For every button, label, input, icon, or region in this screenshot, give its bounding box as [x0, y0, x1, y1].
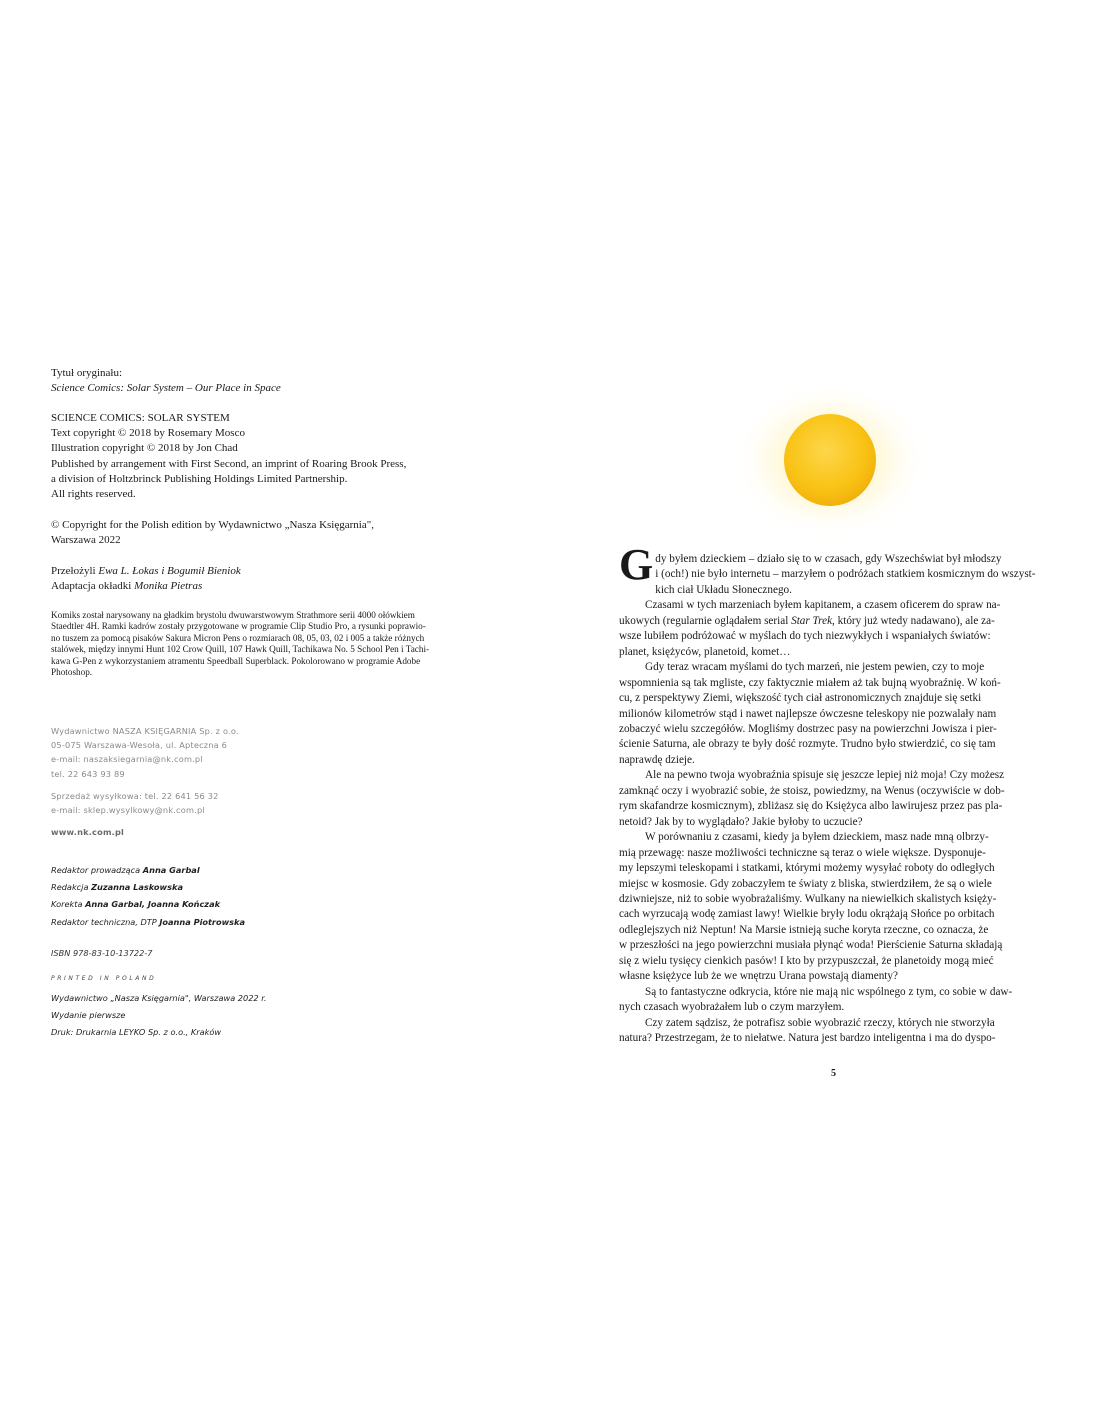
technique-note — [51, 610, 491, 678]
copyright-line: Text copyright © 2018 by Rosemary Mosco — [51, 427, 245, 440]
credit-line — [51, 896, 245, 913]
publisher-info — [51, 724, 239, 839]
edition-line: Wydawnictwo „Nasza Księgarnia", Warszawa 2022 r. — [51, 993, 267, 1003]
publisher-address: 05-075 Warszawa-Wesoła, ul. Apteczna 6 — [51, 740, 228, 751]
text-line — [619, 614, 1048, 629]
printed-in-text: PRINTED IN POLAND — [51, 975, 157, 982]
story-text — [619, 545, 1048, 1047]
text-line: naprawdę dzieje. — [619, 753, 695, 766]
publisher-phone: tel. 22 643 93 89 — [51, 768, 125, 779]
technique-line: stalówek, między innymi Hunt 102 Crow Quill, 107 Hawk Quill, Tachikawa No. 5 School Pen i Tachi- — [51, 644, 430, 655]
publisher-website: www.nk.com.pl — [51, 827, 125, 838]
credit-name: Anna Garbal, Joanna Kończak — [85, 899, 221, 910]
credit-line — [51, 914, 245, 931]
paragraph-1 — [619, 545, 1048, 598]
copyright-line: Published by arrangement with First Second, an imprint of Roaring Brook Press, — [51, 457, 407, 470]
text-line: wsze lubiłem podróżować w myślach do tych niezwykłych i wspaniałych światów: — [619, 630, 991, 643]
series-title: Star Trek — [791, 614, 833, 627]
translation-block — [51, 564, 491, 594]
text-line: zamknąć oczy i wyobrazić sobie, że stoisz, powiedzmy, na Wenus (oczywiście w dob- — [619, 784, 1005, 797]
text-line: miejsc w kosmosie. Gdy zobaczyłem te światy z bliska, stwierdziłem, że są o wiele — [619, 877, 992, 890]
credit-role: Redaktor techniczna, DTP — [51, 916, 160, 927]
text-segment: , który już wtedy nadawano), ale za- — [832, 614, 995, 627]
mail-order-email: e-mail: sklep.wysylkowy@nk.com.pl — [51, 805, 205, 816]
copyright-line: Illustration copyright © 2018 by Jon Chad — [51, 442, 238, 455]
text-line: rym skafandrze kosmicznym), zbliżasz się do Księżyca albo lawirujesz przez pas pla- — [619, 800, 1003, 813]
edition-line: Druk: Drukarnia LEYKO Sp. z o.o., Kraków — [51, 1027, 222, 1038]
copyright-line: SCIENCE COMICS: SOLAR SYSTEM — [51, 412, 230, 424]
sun-disc — [784, 414, 876, 506]
translators-line — [51, 564, 491, 579]
text-line: Czy zatem sądzisz, że potrafisz sobie wyobrazić rzeczy, których nie stworzyła — [645, 1016, 995, 1029]
text-segment: ukowych (regularnie oglądałem serial — [619, 614, 792, 627]
text-line: ścienie Saturna, ale obrazy te były dość rozmyte. Trudno było stwierdzić, co się tam — [619, 738, 996, 751]
paragraph-2 — [619, 598, 1048, 660]
sun-illustration-icon — [730, 380, 930, 540]
text-line: cach wyrzucają wodę zamiast lawy! Wielkie bryły lodu okrążają Słońce po orbitach — [619, 908, 995, 921]
technique-line: no tuszem za pomocą pisaków Sakura Micron Pens o rozmiarach 08, 05, 03, 02 i 005 a także różnych — [51, 632, 425, 643]
text-line: planet, księżyców, planetoid, komet… — [619, 645, 791, 658]
copyright-line: a division of Holtzbrinck Publishing Holdings Limited Partnership. — [51, 472, 348, 485]
credit-role: Korekta — [51, 899, 86, 910]
technique-line: Komiks został narysowany na gładkim brystolu dwuwarstwowym Strathmore serii 4000 ołówkiem — [51, 610, 415, 620]
right-page — [550, 0, 1100, 1422]
text-line: natura? Przestrzegam, że to niełatwe. Natura jest bardzo inteligentna i ma do dyspo- — [619, 1032, 996, 1045]
text-line: zobaczyć wielu szczegółów. Mogliśmy dostrzec pasy na powierzchni Jowisza i pier- — [619, 722, 997, 735]
text-line: W porównaniu z czasami, kiedy ja byłem dzieckiem, masz nade mną olbrzy- — [645, 831, 989, 844]
paragraph-6 — [619, 985, 1048, 1016]
cover-adaptation-name: Monika Pietras — [134, 580, 203, 593]
text-line: my lepszymi teleskopami i statkami, którymi możemy wysyłać roboty do odległych — [619, 862, 995, 875]
edition-line: Wydanie pierwsze — [51, 1010, 126, 1021]
polish-copyright-line: Warszawa 2022 — [51, 534, 121, 547]
text-line: się z wielu tysięcy cienkich pasów! I kto by przypuszczał, że planetoidy mogą mieć — [619, 954, 994, 967]
text-line: w przeszłości na jego powierzchni musiała płynąć woda! Pierścienie Saturna składają — [619, 939, 1003, 952]
text-line: Ale na pewno twoja wyobraźnia spisuje się jeszcze lepiej niż moja! Czy możesz — [645, 769, 1005, 782]
original-title: Science Comics: Solar System – Our Place in Space — [51, 382, 281, 395]
translators-names: Ewa L. Łokas i Bogumił Bieniok — [98, 565, 241, 577]
text-line: wspomnienia są tak mgliste, czy faktycznie miałem aż tak bujną wyobraźnię. W koń- — [619, 676, 1001, 689]
credit-role: Redaktor prowadząca — [51, 865, 143, 875]
credit-line — [51, 862, 245, 879]
printed-in — [51, 971, 156, 986]
text-line: cu, z perspektywy Ziemi, większość tych ciał astronomicznych znajduje się setki — [619, 692, 982, 705]
edition-block — [51, 990, 266, 1042]
credit-role: Redakcja — [51, 882, 92, 893]
text-line: dziwniejsze, niż to sobie wyobrażaliśmy. Wulkany na niewielkich skalistych księży- — [619, 892, 997, 905]
text-line: milionów kilometrów stąd i nawet najlepsze ówczesne teleskopy nie pozwalały nam — [619, 707, 997, 720]
original-title-label: Tytuł oryginału: — [51, 367, 123, 379]
text-line: własne księżyce lub że we wnętrzu Urana powstają diamenty? — [619, 970, 898, 983]
translators-label: Przełożyli — [51, 565, 99, 577]
copyright-block — [51, 411, 491, 502]
text-line: odleglejszych niż Neptun! Na Marsie istnieją suche koryta rzeczne, co oznacza, że — [619, 923, 989, 936]
drop-cap: G — [619, 545, 654, 589]
credits-block — [51, 862, 245, 931]
technique-line: kawa G-Pen z wykorzystaniem atramentu Speedball Superblack. Pokolorowano w programie Adobe — [51, 655, 421, 666]
polish-copyright-line: © Copyright for the Polish edition by Wydawnictwo „Nasza Księgarnia", — [51, 519, 374, 531]
credit-name: Joanna Piotrowska — [159, 916, 245, 927]
credit-line — [51, 879, 245, 896]
credit-name: Zuzanna Laskowska — [91, 882, 183, 893]
mail-order-phone: Sprzedaż wysyłkowa: tel. 22 641 56 32 — [51, 790, 219, 801]
paragraph-5 — [619, 830, 1048, 985]
original-title-block — [51, 366, 491, 396]
page-number: 5 — [831, 1068, 836, 1079]
isbn — [51, 946, 153, 961]
paragraph-4 — [619, 768, 1048, 830]
text-line: netoid? Jak by to wyglądało? Jakie byłoby to uczucie? — [619, 815, 863, 828]
text-line: Gdy teraz wracam myślami do tych marzeń, nie jestem pewien, czy to moje — [645, 661, 985, 674]
text-line: dy byłem dzieckiem – działo się to w czasach, gdy Wszechświat był młodszy — [655, 553, 1002, 565]
paragraph-7 — [619, 1016, 1048, 1047]
paragraph-3 — [619, 660, 1048, 768]
technique-line: Staedtler 4H. Ramki kadrów zostały przygotowane w programie Clip Studio Pro, a rysunki poprawio- — [51, 621, 426, 632]
text-line: Są to fantastyczne odkrycia, które nie mają nic wspólnego z tym, co sobie w daw- — [645, 985, 1013, 998]
cover-adaptation-line — [51, 579, 491, 594]
isbn-text: ISBN 978-83-10-13722-7 — [51, 948, 153, 958]
text-line: i (och!) nie było internetu – marzyłem o podróżach statkiem kosmicznym do wszyst- — [655, 568, 1036, 581]
text-line: kich ciał Układu Słonecznego. — [655, 583, 792, 596]
credit-name: Anna Garbal — [142, 865, 200, 875]
publisher-email: e-mail: naszaksiegarnia@nk.com.pl — [51, 754, 203, 765]
technique-line: Photoshop. — [51, 667, 93, 678]
publisher-name: Wydawnictwo NASZA KSIĘGARNIA Sp. z o.o. — [51, 726, 239, 736]
text-line: Czasami w tych marzeniach byłem kapitanem, a czasem oficerem do spraw na- — [645, 599, 1001, 612]
cover-adaptation-label: Adaptacja okładki — [51, 580, 135, 593]
text-line: nych czasach wyobrażałem lub o czym marzyłem. — [619, 1001, 845, 1014]
text-line: mią przewagę: nasze możliwości techniczne są teraz o wiele większe. Dysponuje- — [619, 846, 986, 859]
copyright-line: All rights reserved. — [51, 488, 136, 501]
polish-copyright-block — [51, 518, 491, 548]
